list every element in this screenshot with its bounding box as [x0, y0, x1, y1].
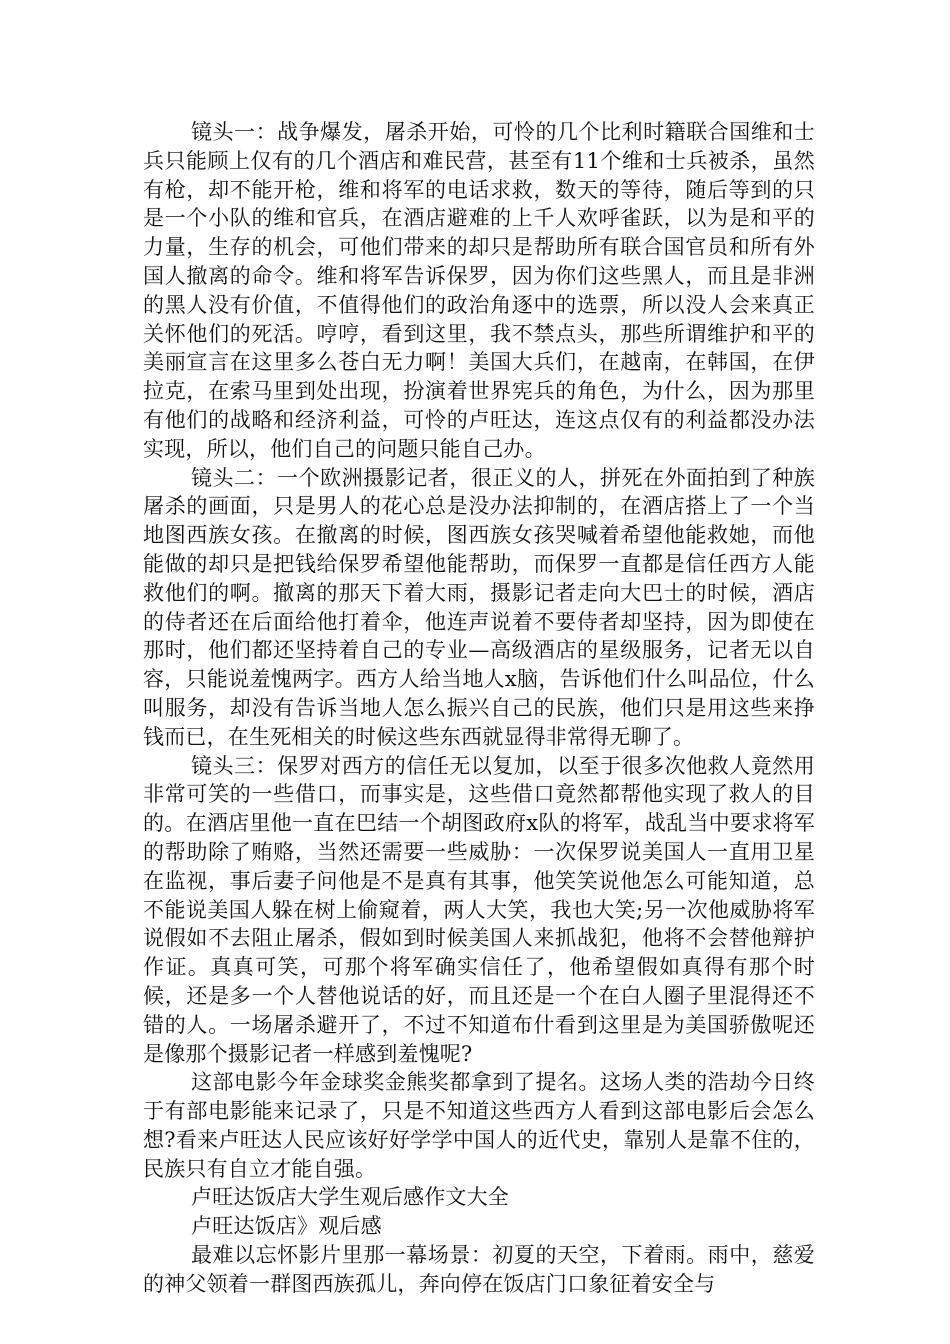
paragraph-scene-one: 镜头一：战争爆发，屠杀开始，可怜的几个比利时籍联合国维和士兵只能顾上仅有的几个酒店和难民营，甚至有11个维和士兵被杀，虽然有枪，却不能开枪，维和将军的电话求救，数天的等待，随后等到的只是一个小队的维和官兵，在酒店避难的上千人欢呼雀跃，以为是和平的力量，生存的机会，可他们带来的却只是帮助所有联合国官员和所有外国人撤离的命令。维和将军告诉保罗，因为你们这些黑人，而且是非洲的黑人没有价值，不值得他们的政治角逐中的选票，所以没人会来真正关怀他们的死活。哼哼，看到这里，我不禁点头，那些所谓维护和平的美丽宣言在这里多么苍白无力啊！美国大兵们，在越南，在韩国，在伊拉克，在索马里到处出现，扮演着世界宪兵的角色，为什么，因为那里有他们的战略和经济利益，可怜的卢旺达，连这点仅有的利益都没办法实现，所以，他们自己的问题只能自己办。: [143, 120, 815, 461]
paragraph-scene-three: 镜头三：保罗对西方的信任无以复加，以至于很多次他救人竟然用非常可笑的一些借口，而事实是，这些借口竟然都帮他实现了救人的目的。在酒店里他一直在巴结一个胡图政府x队的将军，战乱当中要求将军的帮助除了贿赂，当然还需要一些威胁：一次保罗说美国人一直用卫星在监视，事后妻子问他是不是真有其事，他笑笑说他怎么可能知道，总不能说美国人躲在树上偷窥着，两人大笑，我也大笑;另一次他威胁将军说假如不去阻止屠杀，假如到时候美国人来抓战犯，他将不会替他辩护作证。真真可笑，可那个将军确实信任了，他希望假如真得有那个时候，还是多一个人替他说话的好，而且还是一个在白人圈子里混得还不错的人。一场屠杀避开了，不过不知道布什看到这里是为美国骄傲呢还是像那个摄影记者一样感到羞愧呢?: [143, 753, 815, 1066]
document-body: [143, 118, 815, 1299]
section-title: 卢旺达饭店大学生观后感作文大全: [191, 1185, 509, 1210]
paragraph-scene-two: 镜头二：一个欧洲摄影记者，很正义的人，拼死在外面拍到了种族屠杀的画面，只是男人的花心总是没办法抑制的，在酒店搭上了一个当地图西族女孩。在撤离的时候，图西族女孩哭喊着希望他能救她，而他能做的却只是把钱给保罗希望他能帮助，而保罗一直都是信任西方人能救他们的啊。撤离的那天下着大雨，摄影记者走向大巴士的时候，酒店的侍者还在后面给他打着伞，他连声说着不要侍者却坚持，因为即使在那时，他们都还坚持着自己的专业—高级酒店的星级服务，记者无以自容，只能说羞愧两字。西方人给当地人x脑，告诉他们什么叫品位，什么叫服务，却没有告诉当地人怎么振兴自己的民族，他们只是用这些来挣钱而已，在生死相关的时候这些东西就显得非常得无聊了。: [143, 465, 815, 749]
article-title: 卢旺达饭店》观后感: [191, 1214, 382, 1239]
paragraph-conclusion: 这部电影今年金球奖金熊奖都拿到了提名。这场人类的浩劫今日终于有部电影能来记录了，只是不知道这些西方人看到这部电影后会怎么想?看来卢旺达人民应该好好学学中国人的近代史，靠别人是靠不住的，民族只有自立才能自强。: [143, 1070, 815, 1181]
paragraph-opening: 最难以忘怀影片里那一幕场景：初夏的天空，下着雨。雨中，慈爱的神父领着一群图西族孤儿，奔向停在饭店门口象征着安全与: [143, 1243, 815, 1296]
